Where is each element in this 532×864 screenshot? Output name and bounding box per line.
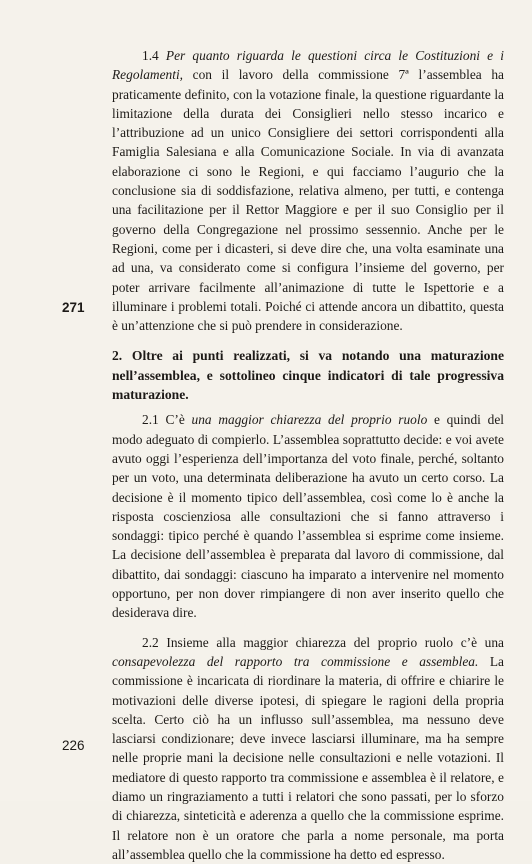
paragraph-2-2-body: La commissione è incaricata di riordinare la materia, di offrire e chiarire le motivazioni delle diverse ipotesi, di spiegare le ragioni della propria scelta. Certo ciò ha un influsso sull’assemblea, ma nessuno deve lasciarsi condizionare; deve invece lasciarsi illuminare, ma ha sempre nelle proprie mani la decisione nelle consultazioni e nelle votazioni. Il mediatore di questo rapporto tra commissione e assemblea è il relatore, e diamo un ringraziamento a tutti i relatori che sono passati, per lo sforzo di chiarezza, sinteticità e aderenza a quello che la commissione esprime. Il relatore non è un oratore che parla a nome personale, ma porta all’assemblea quello che la commissione ha detto ed espresso. — [112, 653, 504, 862]
page-number: 226 — [62, 738, 85, 753]
section-2-heading: 2. Oltre ai punti realizzati, si va notando una maturazione nell’assemblea, e sottolineo cinque indicatori di tale progressiva maturazione. — [112, 348, 504, 403]
paragraph-gap — [112, 623, 504, 633]
paragraph-2-1 — [112, 410, 504, 622]
paragraph-2-2-emphasis: consapevolezza del rapporto tra commissione e assemblea. — [112, 653, 479, 669]
paragraph-2-1-lead: 2.1 C’è — [142, 412, 192, 428]
paragraph-1-4-emphasis: Per quanto riguarda le questioni circa le Costituzioni e i Regolamenti, — [112, 48, 504, 83]
margin-paragraph-number: 271 — [62, 300, 85, 315]
paragraph-1-4 — [112, 46, 504, 335]
paragraph-2-2 — [112, 633, 504, 864]
text-column — [112, 46, 504, 864]
paragraph-1-4-body: con il lavoro della commissione 7ª l’assemblea ha praticamente definito, con la votazione finale, la questione riguardante la limitazione della durata dei Consiglieri nello stesso incarico e l’attribuzione ad un unico Consigliere dei settori corrispondenti alla Famiglia Salesiana e alla Comunicazione Sociale. In via di avanzata elaborazione ci sono le Regioni, e qui facciamo l’augurio che la conclusione sia di soddisfazione, relativa almeno, per tutti, e contenga una facilitazione per il Rettor Maggiore e per il suo Consiglio per il governo della Congregazione nel prossimo sessennio. Anche per le Regioni, come per i dicasteri, si deve dire che, una volta esaminate una ad una, va considerato come si configura l’insieme del governo, per poter arrivare facilmente all’animazione di tutte le Ispettorie e a illuminare i problemi totali. Poiché ci attende ancora un dibattito, questa è un’attenzione che si può prendere in considerazione. — [112, 67, 504, 334]
paragraph-2-2-lead: 2.2 Insieme alla maggior chiarezza del proprio ruolo c’è una — [142, 634, 504, 650]
paragraph-1-4-lead: 1.4 — [142, 48, 166, 63]
paragraph-2-1-body: e quindi del modo adeguato di compierlo. L’assemblea soprattutto decide: e voi avete avuto oggi l’esperienza dell’importanza del voto finale, perché, soltanto per un voto, una determinata deliberazione ha avuto un certo corso. La decisione è il momento tipico dell’assemblea, così come lo è anche la risposta coscienziosa alle consultazioni che si fanno attraverso i sondaggi: tipico perché è quando l’assemblea si esprime come insieme. La decisione dell’assemblea è preparata dal lavoro di commissione, dal dibattito, dai sondaggi: ciascuno ha imparato a intervenire nel momento opportuno, per non dover rimpiangere di non aver inserito quello che desiderava dire. — [112, 412, 504, 621]
paragraph-2-1-emphasis: una maggior chiarezza del proprio ruolo — [191, 412, 428, 428]
